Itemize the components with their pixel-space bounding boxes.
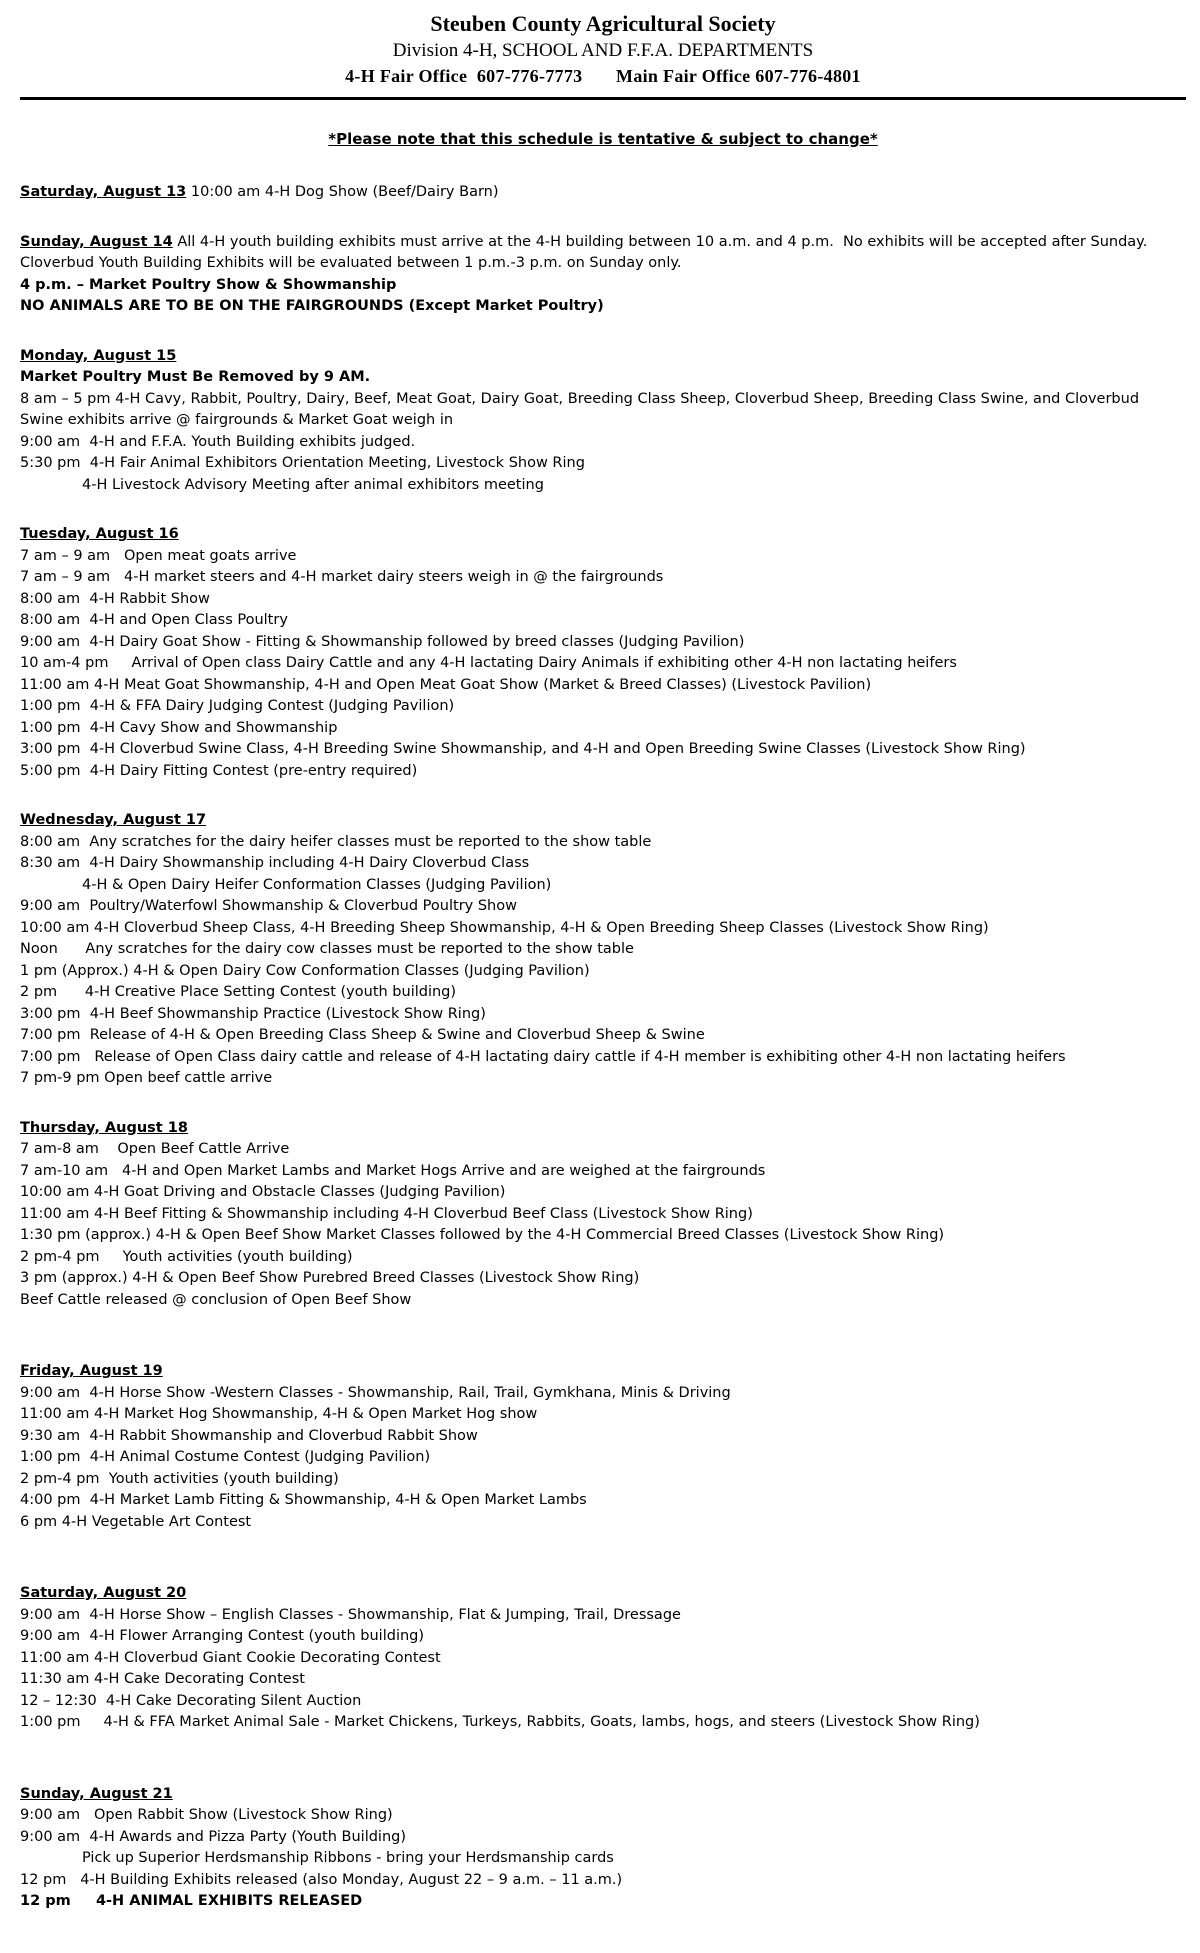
day-heading: Thursday, August 18: [20, 1119, 188, 1136]
event-line: 11:00 am 4-H Cloverbud Giant Cookie Decorating Contest: [20, 1649, 441, 1666]
day-section: [20, 810, 1186, 1090]
event-line: 9:00 am 4-H Horse Show -Western Classes - Showmanship, Rail, Trail, Gymkhana, Minis & Driving: [20, 1384, 731, 1401]
event-line: 9:00 am 4-H Dairy Goat Show - Fitting & Showmanship followed by breed classes (Judging Pavilion): [20, 633, 745, 650]
day-heading: Saturday, August 13: [20, 184, 187, 200]
event-line: 12 pm 4-H ANIMAL EXHIBITS RELEASED: [20, 1893, 363, 1909]
event-line: 4-H & Open Dairy Heifer Conformation Classes (Judging Pavilion): [82, 876, 552, 893]
day-section: [20, 1118, 1186, 1312]
event-line: 10:00 am 4-H Cloverbud Sheep Class, 4-H Breeding Sheep Showmanship, 4-H & Open Breeding Sheep Classes (Livestock Show Ring): [20, 919, 989, 936]
day-section: [20, 232, 1186, 318]
day-section: [20, 524, 1186, 782]
day-heading: Monday, August 15: [20, 347, 177, 364]
event-line: 11:30 am 4-H Cake Decorating Contest: [20, 1671, 305, 1687]
event-line: 1:00 pm 4-H Cavy Show and Showmanship: [20, 719, 338, 736]
day-heading: Saturday, August 20: [20, 1585, 187, 1601]
event-line: 7 am-10 am 4-H and Open Market Lambs and Market Hogs Arrive and are weighed at the fairgrounds: [20, 1162, 766, 1179]
event-line: 8:00 am 4-H Rabbit Show: [20, 590, 210, 607]
event-line: 1:00 pm 4-H & FFA Market Animal Sale - Market Chickens, Turkeys, Rabbits, Goats, lambs, hogs, and steers (Livestock Show Ring): [20, 1714, 980, 1730]
day-heading: Sunday, August 14: [20, 233, 173, 250]
event-line: 7:00 pm Release of Open Class dairy cattle and release of 4-H lactating dairy cattle if 4-H member is exhibiting other 4-H non lactating heifers: [20, 1048, 1066, 1065]
day-heading-line: [20, 182, 1186, 204]
event-line: 9:00 am 4-H and F.F.A. Youth Building exhibits judged.: [20, 433, 416, 450]
event-line: 3:00 pm 4-H Beef Showmanship Practice (Livestock Show Ring): [20, 1005, 486, 1022]
event-line: 11:00 am 4-H Market Hog Showmanship, 4-H & Open Market Hog show: [20, 1406, 538, 1422]
event-line: 10:00 am 4-H Goat Driving and Obstacle Classes (Judging Pavilion): [20, 1184, 506, 1200]
event-line: 3:00 pm 4-H Cloverbud Swine Class, 4-H Breeding Swine Showmanship, and 4-H and Open Breeding Swine Classes (Livestock Show Ring): [20, 741, 1026, 757]
day-heading-line: [20, 1583, 1186, 1605]
event-line: 11:00 am 4-H Meat Goat Showmanship, 4-H and Open Meat Goat Show (Market & Breed Classes) (Livestock Pavilion): [20, 676, 872, 693]
day-heading-line: [20, 1361, 1186, 1383]
day-heading-line: [20, 810, 1186, 832]
event-line: 4 p.m. – Market Poultry Show & Showmanship: [20, 276, 397, 293]
event-line: 9:00 am 4-H Flower Arranging Contest (youth building): [20, 1628, 425, 1644]
day-heading: Friday, August 19: [20, 1363, 163, 1379]
event-line: 5:00 pm 4-H Dairy Fitting Contest (pre-entry required): [20, 762, 418, 779]
event-line: Market Poultry Must Be Removed by 9 AM.: [20, 369, 371, 385]
schedule-body: [20, 182, 1186, 1913]
event-line: 4:00 pm 4-H Market Lamb Fitting & Showmanship, 4-H & Open Market Lambs: [20, 1492, 587, 1508]
event-line: 10 am-4 pm Arrival of Open class Dairy Cattle and any 4-H lactating Dairy Animals if exhibiting other 4-H non lactating heifers: [20, 655, 957, 671]
event-line: Beef Cattle released @ conclusion of Open Beef Show: [20, 1291, 412, 1308]
event-line: 1:00 pm 4-H Animal Costume Contest (Judging Pavilion): [20, 1449, 431, 1465]
day-heading-line: [20, 232, 1186, 254]
event-line: Pick up Superior Herdsmanship Ribbons - bring your Herdsmanship cards: [82, 1850, 614, 1866]
day-inline-text: 10:00 am 4-H Dog Show (Beef/Dairy Barn): [186, 184, 499, 200]
event-line: 8 am – 5 pm 4-H Cavy, Rabbit, Poultry, Dairy, Beef, Meat Goat, Dairy Goat, Breeding Class Sheep, Cloverbud Sheep, Breeding Class Swine, and Cloverbud Swine exhibits arrive @ fairgrounds & Market Goat weigh in: [20, 390, 1144, 428]
event-line: 4-H Livestock Advisory Meeting after animal exhibitors meeting: [82, 476, 544, 493]
day-heading-line: [20, 1118, 1186, 1140]
day-section: [20, 346, 1186, 497]
event-line: 7 pm-9 pm Open beef cattle arrive: [20, 1070, 273, 1086]
day-section: [20, 1784, 1186, 1913]
event-line: 7 am – 9 am Open meat goats arrive: [20, 547, 297, 564]
event-line: 1 pm (Approx.) 4-H & Open Dairy Cow Conformation Classes (Judging Pavilion): [20, 962, 590, 979]
event-line: 6 pm 4-H Vegetable Art Contest: [20, 1513, 252, 1530]
document-title: Steuben County Agricultural Society: [430, 11, 776, 36]
event-line: 8:00 am 4-H and Open Class Poultry: [20, 612, 288, 628]
event-line: 12 pm 4-H Building Exhibits released (also Monday, August 22 – 9 a.m. – 11 a.m.): [20, 1871, 623, 1888]
event-line: 7:00 pm Release of 4-H & Open Breeding Class Sheep & Swine and Cloverbud Sheep & Swine: [20, 1027, 705, 1043]
tentative-schedule-notice: *Please note that this schedule is tentative & subject to change*: [328, 130, 878, 148]
event-line: 8:00 am Any scratches for the dairy heifer classes must be reported to the show table: [20, 833, 652, 850]
day-heading: Tuesday, August 16: [20, 526, 179, 542]
day-heading-line: [20, 1784, 1186, 1806]
document-subtitle: Division 4-H, SCHOOL AND F.F.A. DEPARTMENTS: [392, 40, 814, 61]
event-line: 7 am – 9 am 4-H market steers and 4-H market dairy steers weigh in @ the fairgrounds: [20, 569, 664, 585]
day-heading: Sunday, August 21: [20, 1785, 173, 1802]
event-line: NO ANIMALS ARE TO BE ON THE FAIRGROUNDS (Except Market Poultry): [20, 298, 604, 314]
day-section: [20, 1583, 1186, 1734]
event-line: 9:00 am Poultry/Waterfowl Showmanship & Cloverbud Poultry Show: [20, 898, 517, 914]
event-line: 11:00 am 4-H Beef Fitting & Showmanship including 4-H Cloverbud Beef Class (Livestock Show Ring): [20, 1205, 753, 1222]
fair-office-phone-numbers: 4-H Fair Office 607-776-7773 Main Fair Office 607-776-4801: [345, 66, 861, 86]
document-header: [20, 10, 1186, 100]
day-heading-line: [20, 346, 1186, 368]
day-heading: Wednesday, August 17: [20, 812, 207, 828]
day-heading-line: [20, 524, 1186, 546]
event-line: 9:00 am 4-H Awards and Pizza Party (Youth Building): [20, 1828, 407, 1845]
event-line: 2 pm 4-H Creative Place Setting Contest (youth building): [20, 984, 457, 1000]
event-line: 1:30 pm (approx.) 4-H & Open Beef Show Market Classes followed by the 4-H Commercial Breed Classes (Livestock Show Ring): [20, 1227, 945, 1243]
event-line: 9:00 am 4-H Horse Show – English Classes - Showmanship, Flat & Jumping, Trail, Dressage: [20, 1606, 681, 1623]
event-line: Noon Any scratches for the dairy cow classes must be reported to the show table: [20, 941, 634, 957]
event-line: 3 pm (approx.) 4-H & Open Beef Show Purebred Breed Classes (Livestock Show Ring): [20, 1270, 640, 1286]
event-line: 9:00 am Open Rabbit Show (Livestock Show Ring): [20, 1807, 393, 1823]
event-line: 8:30 am 4-H Dairy Showmanship including 4-H Dairy Cloverbud Class: [20, 855, 530, 871]
event-line: 9:30 am 4-H Rabbit Showmanship and Cloverbud Rabbit Show: [20, 1427, 478, 1444]
day-inline-text: All 4-H youth building exhibits must arrive at the 4-H building between 10 a.m. and 4 p.m. No exhibits will be accepted after Sunday.: [172, 233, 1148, 250]
event-line: 1:00 pm 4-H & FFA Dairy Judging Contest (Judging Pavilion): [20, 698, 455, 714]
day-section: [20, 182, 1186, 204]
event-line: 5:30 pm 4-H Fair Animal Exhibitors Orientation Meeting, Livestock Show Ring: [20, 455, 585, 471]
event-line: 7 am-8 am Open Beef Cattle Arrive: [20, 1141, 290, 1157]
event-line: 2 pm-4 pm Youth activities (youth building): [20, 1248, 353, 1265]
event-line: 2 pm-4 pm Youth activities (youth building): [20, 1470, 339, 1487]
event-line: 12 – 12:30 4-H Cake Decorating Silent Auction: [20, 1692, 362, 1709]
event-line: Cloverbud Youth Building Exhibits will be evaluated between 1 p.m.-3 p.m. on Sunday only.: [20, 255, 682, 271]
day-section: [20, 1361, 1186, 1533]
